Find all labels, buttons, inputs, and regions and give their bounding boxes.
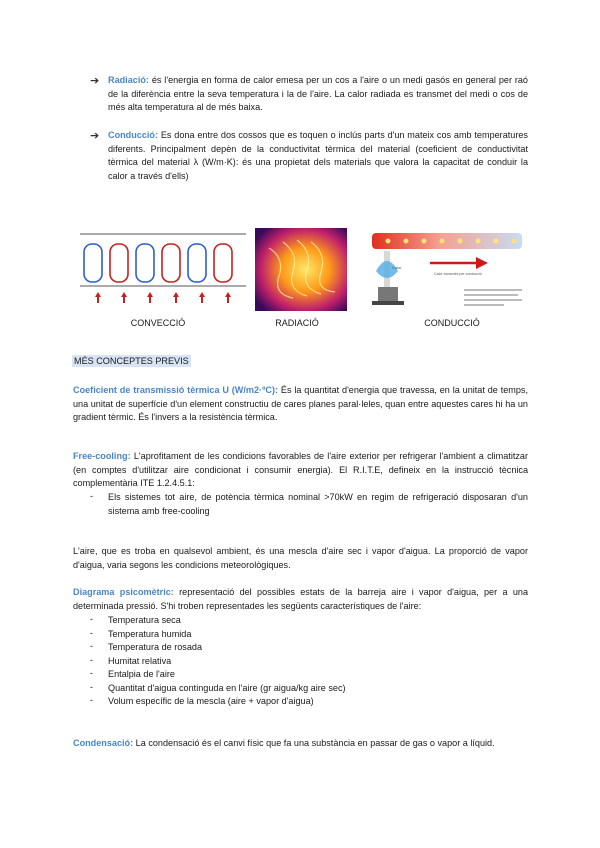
section-heading-text: MÉS CONCEPTES PREVIS (74, 356, 189, 366)
list-item: Quantitat d'aigua continguda en l'aire (gr aigua/kg aire sec) (108, 683, 346, 693)
list-item: Temperatura seca (108, 615, 181, 625)
conduction-label-heat: Calor (392, 265, 402, 270)
list-item: Humitat relativa (108, 656, 172, 666)
coeficient-paragraph (73, 384, 528, 425)
list-dash: - (90, 628, 94, 638)
diagrama-paragraph (73, 586, 528, 613)
diagrama-term: Diagrama psicomètric: (73, 587, 174, 597)
radiacio-paragraph (108, 74, 528, 115)
list-dash: - (90, 641, 94, 651)
list-item: Volum específic de la mescla (aire + vapor d'aigua) (108, 696, 314, 706)
list-dash: - (90, 614, 94, 624)
freecooling-dash: - (90, 491, 94, 501)
list-item: Entalpia de l'aire (108, 669, 175, 679)
conduccio-term: Conducció: (108, 130, 159, 140)
diagrama-text: representació del possibles estats de la barreja aire i vapor d'aigua, per a una determinada pressió. S'hi troben representades les següents característiques de l'aire: (73, 587, 528, 611)
radiacio-term: Radiació: (108, 75, 149, 85)
list-dash: - (90, 668, 94, 678)
condensacio-text: La condensació és el canvi físic que fa una substància en passar de gas o vapor a líquid. (135, 738, 495, 748)
caption-conduccio: CONDUCCIÓ (424, 318, 480, 328)
freecooling-text: L'aprofitament de les condicions favorables de l'aire exterior per refrigerar l'ambient a climatitzar (en comptes d'utilitzar aire condicionat i consumir energia). El R.I.T.E, defineix en la instrucció tècnica complementària ITE 1.2.4.5.1: (73, 451, 529, 489)
conduction-illustration (368, 225, 533, 313)
coeficient-text: És la quantitat d'energia que travessa, en la unitat de temps, una unitat de superfície d'un element constructiu de cares planes paral·leles, quan entre aquestes cares hi ha un gradient tèrmic. És l'invers a la resistència tèrmica. (73, 385, 528, 423)
condensacio-paragraph (73, 737, 528, 751)
freecooling-paragraph (73, 450, 528, 491)
list-item: Temperatura humida (108, 629, 192, 639)
radiation-thermal-image (255, 228, 347, 311)
list-item: Temperatura de rosada (108, 642, 203, 652)
aire-paragraph: L'aire, que es troba en qualsevol ambient, és una mescla d'aire sec i vapor d'aigua. La proporció de vapor d'aigua, varia segons les condicions meteorològiques. (73, 546, 528, 570)
conduction-label-transfer: Calor transmès per conducció (434, 272, 482, 276)
conduccio-paragraph (108, 129, 528, 183)
conduccio-text: Es dona entre dos cossos que es toquen o inclús parts d'un mateix cos amb temperatures diferents. Principalment depèn de la conductivitat tèrmica del material (coeficient de conductivitat tèrmica del material λ (W/m·K): és una propietat dels materials que valora la capacitat de conduir la calor a través d'ells) (108, 130, 528, 181)
caption-radiacio: RADIACIÓ (275, 318, 319, 328)
section-heading (72, 356, 191, 366)
bullet-arrow-radiacio: ➔ (90, 75, 100, 87)
coeficient-term: Coeficient de transmissió tèrmica U (W/m2·ºC): (73, 385, 279, 395)
list-dash: - (90, 682, 94, 692)
caption-conveccio: CONVECCIÓ (130, 318, 186, 328)
convection-illustration (78, 230, 248, 310)
radiacio-text: és l'energia en forma de calor emesa per un cos a l'aire o un medi gasós en general per raó de la diferència entre la seva temperatura i la de l'aire. La calor radiada es transmet del medi o cos de més alta temperatura al de més baixa. (108, 75, 528, 113)
freecooling-term: Free-cooling: (73, 451, 131, 461)
bullet-arrow-conduccio: ➔ (90, 130, 100, 142)
list-dash: - (90, 655, 94, 665)
condensacio-term: Condensació: (73, 738, 134, 748)
list-dash: - (90, 695, 94, 705)
freecooling-bullet: Els sistemes tot aire, de potència tèrmica nominal >70kW en regim de refrigeració disposaran d'un sistema amb free-cooling (108, 492, 528, 516)
